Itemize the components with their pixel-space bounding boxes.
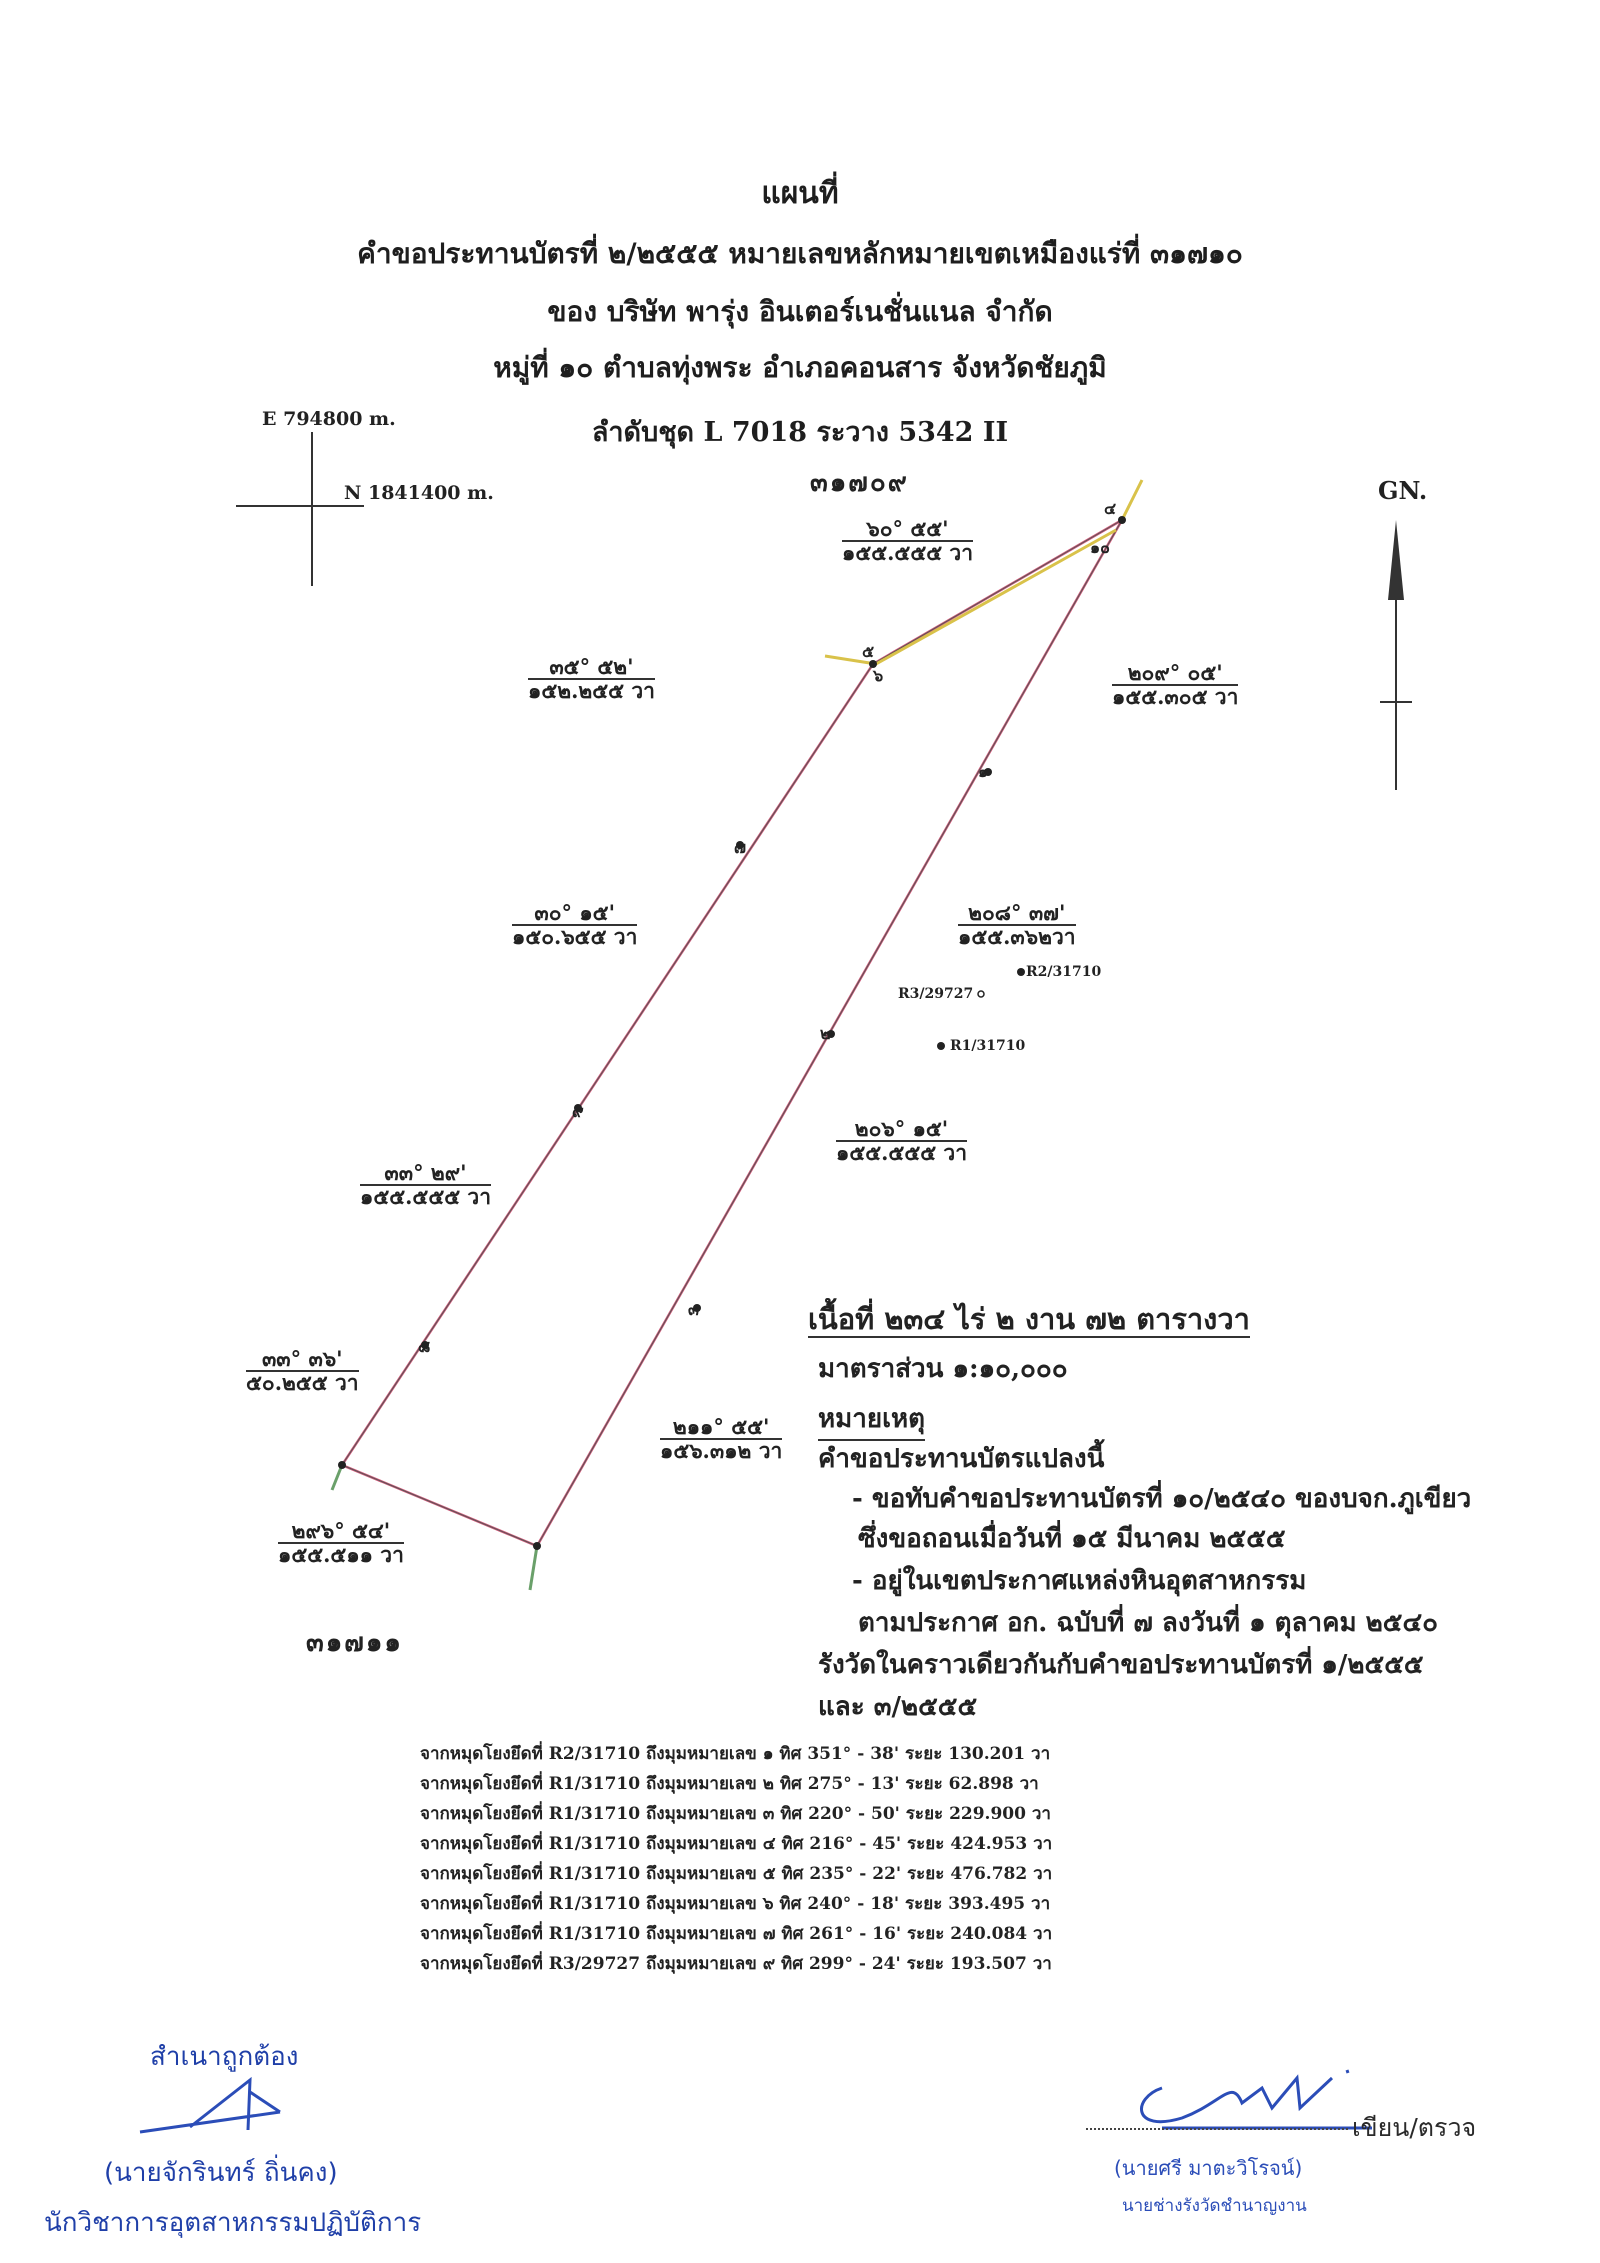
surveyor-role: เขียน/ตรวจ [1352, 2113, 1477, 2142]
boundary-extension-br [530, 1546, 537, 1590]
corner-dot-8 [533, 1542, 541, 1550]
corner-number: ๓ [688, 1300, 699, 1319]
bearing-line: จากหมุดโยงยึดที่ R1/31710 ถึงมุมหมายเลข ๕ ทิศ 235° - 22' ระยะ 476.782 วา [420, 1864, 1053, 1884]
ref-label: R2/31710 [1026, 964, 1102, 980]
parcel-boundary-inner [342, 516, 1122, 1546]
boundary-extension-bl [332, 1465, 342, 1490]
certify-position: นักวิชาการอุตสาหกรรมปฏิบัติการ [44, 2208, 422, 2238]
boundary-label: ๒๙๖° ๕๔' ๑๕๕.๕๑๑ วา [278, 1518, 404, 1567]
company-name: ของ บริษัท พารุ่ง อินเตอร์เนชั่นแนล จำกัด [547, 295, 1053, 328]
signature-line [1086, 2128, 1348, 2130]
boundary-label: ๒๐๖° ๑๕' ๑๕๕.๕๕๕ วา [836, 1116, 968, 1165]
boundary-label: ๓๓° ๒๙' ๑๕๕.๕๕๕ วา [360, 1160, 492, 1209]
corner-number: ๕ [862, 642, 875, 661]
parcel-boundary [342, 516, 1122, 1546]
bearing-line: จากหมุดโยงยึดที่ R1/31710 ถึงมุมหมายเลข ๒ ทิศ 275° - 13' ระยะ 62.898 วา [420, 1774, 1039, 1794]
note-line: และ ๓/๒๕๕๕ [818, 1692, 978, 1722]
ref-pin-r1 [937, 1042, 945, 1050]
note-line: ตามประกาศ อก. ฉบับที่ ๗ ลงวันที่ ๑ ตุลาคม ๒๕๔๐ [858, 1608, 1439, 1638]
bearing-line: จากหมุดโยงยึดที่ R2/31710 ถึงมุมหมายเลข ๑ ทิศ 351° - 38' ระยะ 130.201 วา [420, 1744, 1051, 1764]
corner-number: ๙ [572, 1102, 584, 1121]
ref-pin-r3 [978, 991, 984, 997]
adjacent-parcel-bottom: ๓๑๗๑๑ [306, 1628, 403, 1658]
corner-number: ๗ [734, 838, 747, 857]
corner-number: ๒ [820, 1024, 831, 1043]
scale-text: มาตราส่วน ๑:๑๐,๐๐๐ [818, 1354, 1068, 1384]
adjacent-parcel-top: ๓๑๗๐๙ [810, 468, 909, 498]
note-line: รังวัดในคราวเดียวกันกับคำขอประทานบัตรที่ ๑/๒๕๕๕ [818, 1650, 1424, 1680]
boundary-label: ๖๐° ๕๕' ๑๕๕.๕๕๕ วา [842, 516, 974, 565]
application-number: คำขอประทานบัตรที่ ๒/๒๕๕๕ หมายเลขหลักหมายเขตเหมืองแร่ที่ ๓๑๗๑๐ [357, 237, 1243, 270]
note-line: - ขอทับคำขอประทานบัตรที่ ๑๐/๒๕๔๐ ของบจก.ภูเขียว [852, 1484, 1472, 1514]
signature-right-icon [1122, 2058, 1372, 2138]
legend-title: หมายเหตุ [818, 1398, 925, 1441]
bearing-line: จากหมุดโยงยึดที่ R3/29727 ถึงมุมหมายเลข ๙ ทิศ 299° - 24' ระยะ 193.507 วา [420, 1954, 1052, 1974]
signature-left-icon [130, 2072, 290, 2142]
boundary-label: ๓๕° ๕๒' ๑๕๒.๒๕๕ วา [528, 654, 655, 703]
corner-number: ๑๐ [1090, 538, 1110, 557]
corner-number: ๖ [873, 666, 884, 685]
bearing-line: จากหมุดโยงยึดที่ R1/31710 ถึงมุมหมายเลข ๓ ทิศ 220° - 50' ระยะ 229.900 วา [420, 1804, 1051, 1824]
corner-number: ๔ [1104, 499, 1117, 518]
boundary-extension-top-right [1122, 480, 1142, 520]
boundary-label: ๓๓° ๓๖' ๕๐.๒๕๕ วา [246, 1346, 359, 1395]
northing-label: N 1841400 m. [344, 482, 494, 504]
easting-label: E 794800 m. [262, 408, 396, 430]
area-text: เนื้อที่ ๒๓๔ ไร่ ๒ งาน ๗๒ ตารางวา [808, 1302, 1250, 1336]
surveyor-name: (นายศรี มาตะวิโรจน์) [1114, 2156, 1303, 2180]
certify-label: สำเนาถูกต้อง [150, 2042, 299, 2072]
boundary-label: ๒๐๙° ๐๕' ๑๕๕.๓๐๕ วา [1112, 660, 1239, 709]
note-line: - อยู่ในเขตประกาศแหล่งหินอุตสาหกรรม [852, 1566, 1307, 1596]
boundary-label: ๒๑๑° ๕๕' ๑๕๖.๓๑๒ วา [660, 1414, 783, 1463]
corner-dot-4 [1118, 516, 1126, 524]
grid-north-label: GN. [1378, 476, 1428, 505]
ref-label: R3/29727 [898, 986, 974, 1002]
corner-dot-5 [338, 1461, 346, 1469]
note-line: คำขอประทานบัตรแปลงนี้ [818, 1444, 1105, 1474]
bearing-line: จากหมุดโยงยึดที่ R1/31710 ถึงมุมหมายเลข ๗ ทิศ 261° - 16' ระยะ 240.084 วา [420, 1924, 1053, 1944]
map-sheet: ลำดับชุด L 7018 ระวาง 5342 II [591, 417, 1009, 448]
bearing-line: จากหมุดโยงยึดที่ R1/31710 ถึงมุมหมายเลข ๔ ทิศ 216° - 45' ระยะ 424.953 วา [420, 1834, 1053, 1854]
note-line: ซึ่งขอถอนเมื่อวันที่ ๑๕ มีนาคม ๒๕๕๕ [858, 1524, 1286, 1554]
location: หมู่ที่ ๑๐ ตำบลทุ่งพระ อำเภอคอนสาร จังหวัดชัยภูมิ [493, 351, 1107, 384]
north-arrow-icon [1388, 520, 1404, 600]
surveyor-position: นายช่างรังวัดชำนาญงาน [1122, 2196, 1307, 2216]
boundary-label: ๓๐° ๑๕' ๑๕๐.๖๕๕ วา [512, 900, 638, 949]
corner-number: ๘ [418, 1337, 431, 1356]
corner-number: ๑ [978, 762, 989, 781]
ref-pin-r2 [1017, 968, 1025, 976]
bearing-line: จากหมุดโยงยึดที่ R1/31710 ถึงมุมหมายเลข ๖ ทิศ 240° - 18' ระยะ 393.495 วา [420, 1894, 1051, 1914]
certify-name: (นายจักรินทร์ ถิ่นคง) [104, 2158, 338, 2188]
boundary-label: ๒๐๘° ๓๗' ๑๕๕.๓๖๒วา [958, 900, 1076, 949]
ref-label: R1/31710 [950, 1038, 1026, 1054]
map-title: แผนที่ [761, 176, 839, 211]
